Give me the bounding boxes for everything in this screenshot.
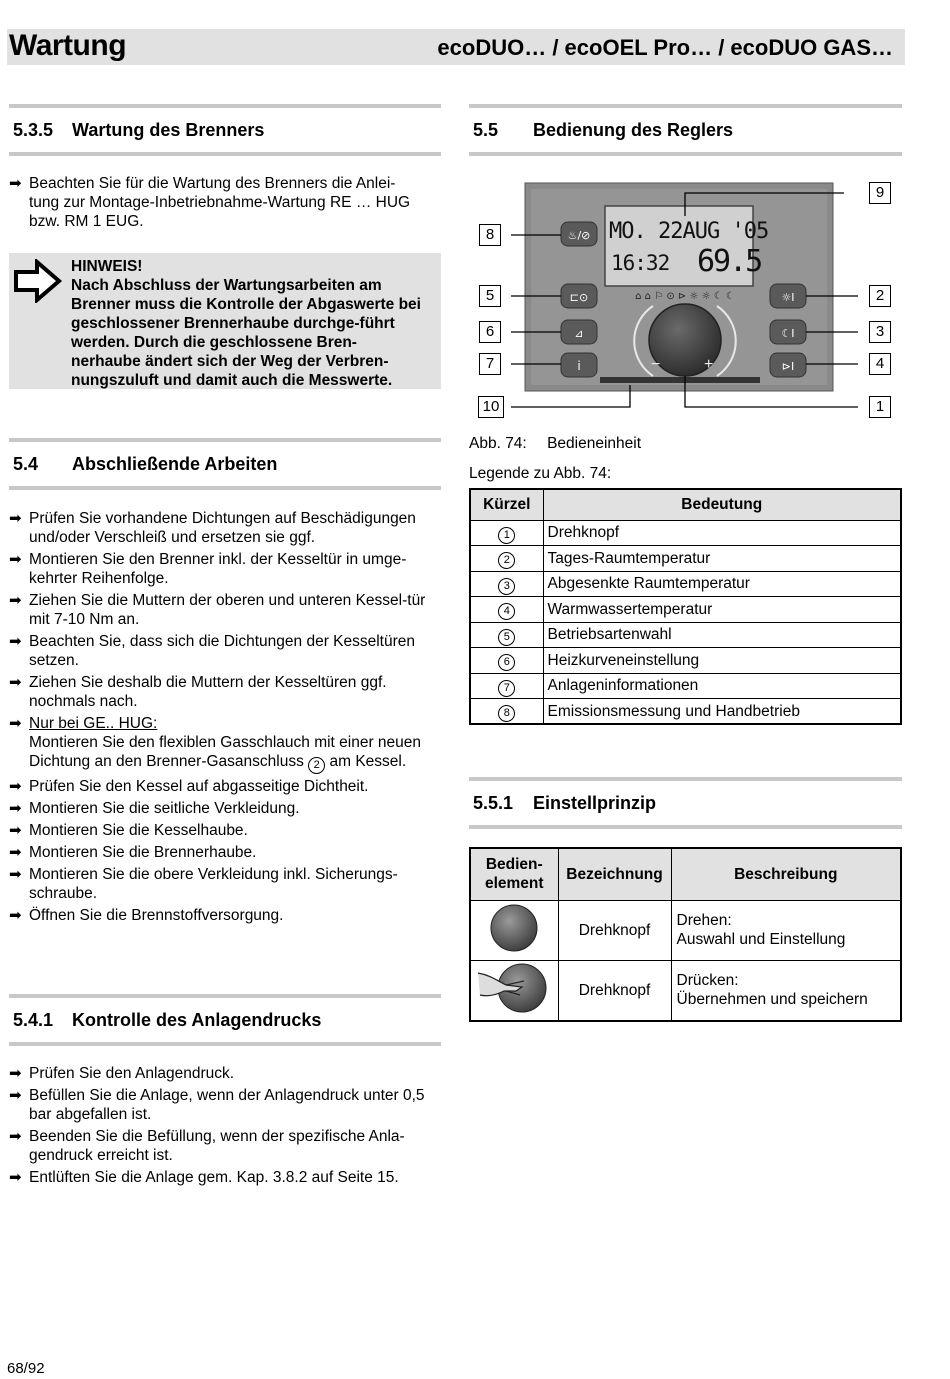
bedeutung-cell: Warmwassertemperatur [543,597,901,623]
list-item: ➡ Beenden Sie die Befüllung, wenn der spezifische Anla-gendruck erreicht ist. [9,1128,405,1164]
section-title: Abschließende Arbeiten [72,454,278,474]
legend-caption: Legende zu Abb. 74: [469,465,612,482]
number-circle: 1 [498,527,515,544]
number-circle: 3 [498,578,515,595]
number-circle: 8 [498,705,515,722]
bedeutung-cell: Abgesenkte Raumtemperatur [543,571,901,597]
table-row [470,571,901,597]
knob-press-hand-icon [476,961,552,1015]
table-row [470,622,901,648]
list-item: ➡ Prüfen Sie den Anlagendruck. [9,1065,235,1082]
table-header-bedienelement: Bedien- element [470,848,558,900]
list-item: ➡ Beachten Sie, dass sich die Dichtungen der Kesseltüren setzen. [9,633,416,669]
section-heading-55 [469,104,902,156]
list-item: ➡ Prüfen Sie vorhandene Dichtungen auf Beschädigungen und/oder Verschleiß und ersetzen sie ggf. [9,510,416,546]
knob-plus-label: + [704,356,714,373]
arrow-right-icon: ➡ [9,866,22,883]
bedeutung-cell: Emissionsmessung und Handbetrieb [543,699,901,725]
caption-text: Bedieneinheit [547,435,642,452]
legend-table-body [470,520,901,724]
page-title: Wartung [9,29,127,62]
page-header [7,29,905,65]
callout-5: 5 [479,285,501,307]
section-number: 5.5 [473,120,499,140]
section-number: 5.3.5 [13,120,54,140]
table-row [470,960,901,1021]
svg-text:♨/⊘: ♨/⊘ [567,229,591,242]
bedeutung-cell: Anlageninformationen [543,673,901,699]
list-item: ➡ Montieren Sie den Brenner inkl. der Kesseltür in umge-kehrter Reihenfolge. [9,551,407,587]
section-number: 5.5.1 [473,793,514,813]
section-title: Bedienung des Reglers [533,120,734,140]
arrow-right-icon: ➡ [9,633,22,650]
callout-6: 6 [479,321,501,343]
row-description: Drehen: Auswahl und Einstellung [671,900,901,960]
row-description: Drücken: Übernehmen und speichern [671,960,901,1021]
arrow-right-icon: ➡ [9,551,22,568]
table-row [470,546,901,572]
model-names: ecoDUO… / ecoOEL Pro… / ecoDUO GAS… [437,35,893,60]
kuerzel-cell [470,597,543,623]
svg-text:⊿: ⊿ [574,327,584,340]
arrow-right-icon: ➡ [9,674,22,691]
list-item: ➡ Entlüften Sie die Anlage gem. Kap. 3.8.2 auf Seite 15. [9,1169,399,1186]
rotary-knob-icon [489,903,539,953]
bedeutung-cell: Drehknopf [543,520,901,546]
number-circle: 2 [498,552,515,569]
table-row [470,648,901,674]
display-date: MO. 22AUG '05 [609,219,769,244]
arrow-right-icon: ➡ [9,907,22,924]
table-row [470,520,901,546]
table-header-kuerzel: Kürzel [470,489,543,520]
table-header-beschreibung: Beschreibung [671,848,901,900]
number-circle: 2 [308,757,325,774]
kuerzel-cell [470,520,543,546]
list-535 [9,174,441,234]
hinweis-box [9,253,441,389]
arrow-right-icon: ➡ [9,1169,22,1186]
kuerzel-cell [470,699,543,725]
bedeutung-cell: Heizkurveneinstellung [543,648,901,674]
section-title: Einstellprinzip [533,793,657,813]
hinweis-text [71,257,436,390]
kuerzel-cell [470,546,543,572]
list-item: ➡ Beachten Sie für die Wartung des Brenners die Anlei- tung zur Montage-Inbetriebnahme-Wartung RE … HUG bzw. RM 1 EUG. [9,175,411,230]
knob-turn-image [470,900,558,960]
arrow-right-icon: ➡ [9,510,22,527]
list-item: ➡ Montieren Sie die Brennerhaube. [9,844,257,861]
arrow-right-icon: ➡ [9,592,22,609]
callout-8: 8 [479,224,501,246]
row-name: Drehknopf [558,960,671,1021]
section-heading-541 [9,994,441,1046]
controller-figure [475,180,900,425]
list-item: ➡ Befüllen Sie die Anlage, wenn der Anlagendruck unter 0,5 bar abgefallen ist. [9,1087,425,1123]
list-541 [9,1064,441,1190]
row-name: Drehknopf [558,900,671,960]
ge-label: Nur bei GE.. HUG: [29,715,158,732]
knob-minus-label: − [651,356,661,373]
number-circle: 6 [498,654,515,671]
svg-text:⊳I: ⊳I [781,360,795,373]
kuerzel-cell [470,673,543,699]
svg-text:i: i [577,359,581,373]
table-row [470,597,901,623]
number-circle: 5 [498,629,515,646]
list-item: ➡ Montieren Sie die obere Verkleidung inkl. Sicherungs-schraube. [9,866,398,902]
arrow-right-icon: ➡ [9,800,22,817]
hinweis-label: HINWEIS! [71,258,143,275]
number-circle: 7 [498,680,515,697]
svg-text:⌂ ⌂ ⚐ ⊙ ⊳ ☼ ☼ ☾ ☾: ⌂ ⌂ ⚐ ⊙ ⊳ ☼ ☼ ☾ ☾ [635,291,735,302]
callout-2: 2 [869,285,891,307]
section-number: 5.4 [13,454,39,474]
figure-caption [469,434,641,453]
list-item: ➡ Ziehen Sie deshalb die Muttern der Kesseltüren ggf. nochmals nach. [9,674,387,710]
bedeutung-cell: Betriebsartenwahl [543,622,901,648]
einstellprinzip-table [469,847,902,1022]
controller-drawing [475,180,900,425]
list-item: ➡ Nur bei GE.. HUG: Montieren Sie den flexiblen Gasschlauch mit einer neuen Dichtung an den Brenner-Gasanschluss 2 am Kessel. [9,714,441,774]
list-item: ➡ Prüfen Sie den Kessel auf abgasseitige Dichtheit. [9,778,369,795]
list-54 [9,509,441,928]
kuerzel-cell [470,622,543,648]
display-time: 16:32 [611,251,670,275]
arrow-right-icon: ➡ [9,778,22,795]
arrow-right-icon: ➡ [9,715,22,732]
hint-arrow-icon [13,259,63,303]
list-item: ➡ Montieren Sie die Kesselhaube. [9,822,248,839]
knob-press-image [470,960,558,1021]
arrow-right-icon: ➡ [9,844,22,861]
hinweis-body: Nach Abschluss der Wartungsarbeiten am Brenner muss die Kontrolle der Abgaswerte bei geschlossener Brennerhaube durchge-führt werden. Durch die geschlossene Bren-nerhaube ändert sich der Weg der Verbren-nungszuluft und damit auch die Messwerte. [71,277,421,389]
section-heading-54 [9,438,441,490]
arrow-right-icon: ➡ [9,1128,22,1145]
callout-3: 3 [869,321,891,343]
table-row [470,673,901,699]
arrow-right-icon: ➡ [9,175,22,192]
callout-1: 1 [869,396,891,418]
number-circle: 4 [498,603,515,620]
list-item: ➡ Öffnen Sie die Brennstoffversorgung. [9,907,284,924]
bedeutung-cell: Tages-Raumtemperatur [543,546,901,572]
table-row [470,699,901,725]
kuerzel-cell [470,648,543,674]
list-item: ➡ Ziehen Sie die Muttern der oberen und unteren Kessel-tür mit 7-10 Nm an. [9,592,426,628]
arrow-right-icon: ➡ [9,1065,22,1082]
callout-9: 9 [869,182,891,204]
callout-4: 4 [869,353,891,375]
svg-text:☼I: ☼I [781,291,795,304]
section-number: 5.4.1 [13,1010,54,1030]
callout-7: 7 [479,353,501,375]
callout-10: 10 [478,396,504,418]
section-title: Kontrolle des Anlagendrucks [72,1010,322,1030]
section-heading-551 [469,777,902,829]
table-row [470,900,901,960]
page-number: 68/92 [7,1360,45,1377]
svg-text:☾I: ☾I [781,327,795,340]
section-heading-535 [9,104,441,156]
kuerzel-cell [470,571,543,597]
section-title: Wartung des Brenners [72,120,265,140]
arrow-right-icon: ➡ [9,822,22,839]
list-item: ➡ Montieren Sie die seitliche Verkleidung. [9,800,300,817]
table-header-bedeutung: Bedeutung [543,489,901,520]
table-header-bezeichnung: Bezeichnung [558,848,671,900]
svg-text:⊏⊙: ⊏⊙ [569,291,589,304]
legend-table [469,488,902,725]
caption-number: Abb. 74: [469,435,527,452]
display-temperature: 69.5 [697,244,762,279]
arrow-right-icon: ➡ [9,1087,22,1104]
